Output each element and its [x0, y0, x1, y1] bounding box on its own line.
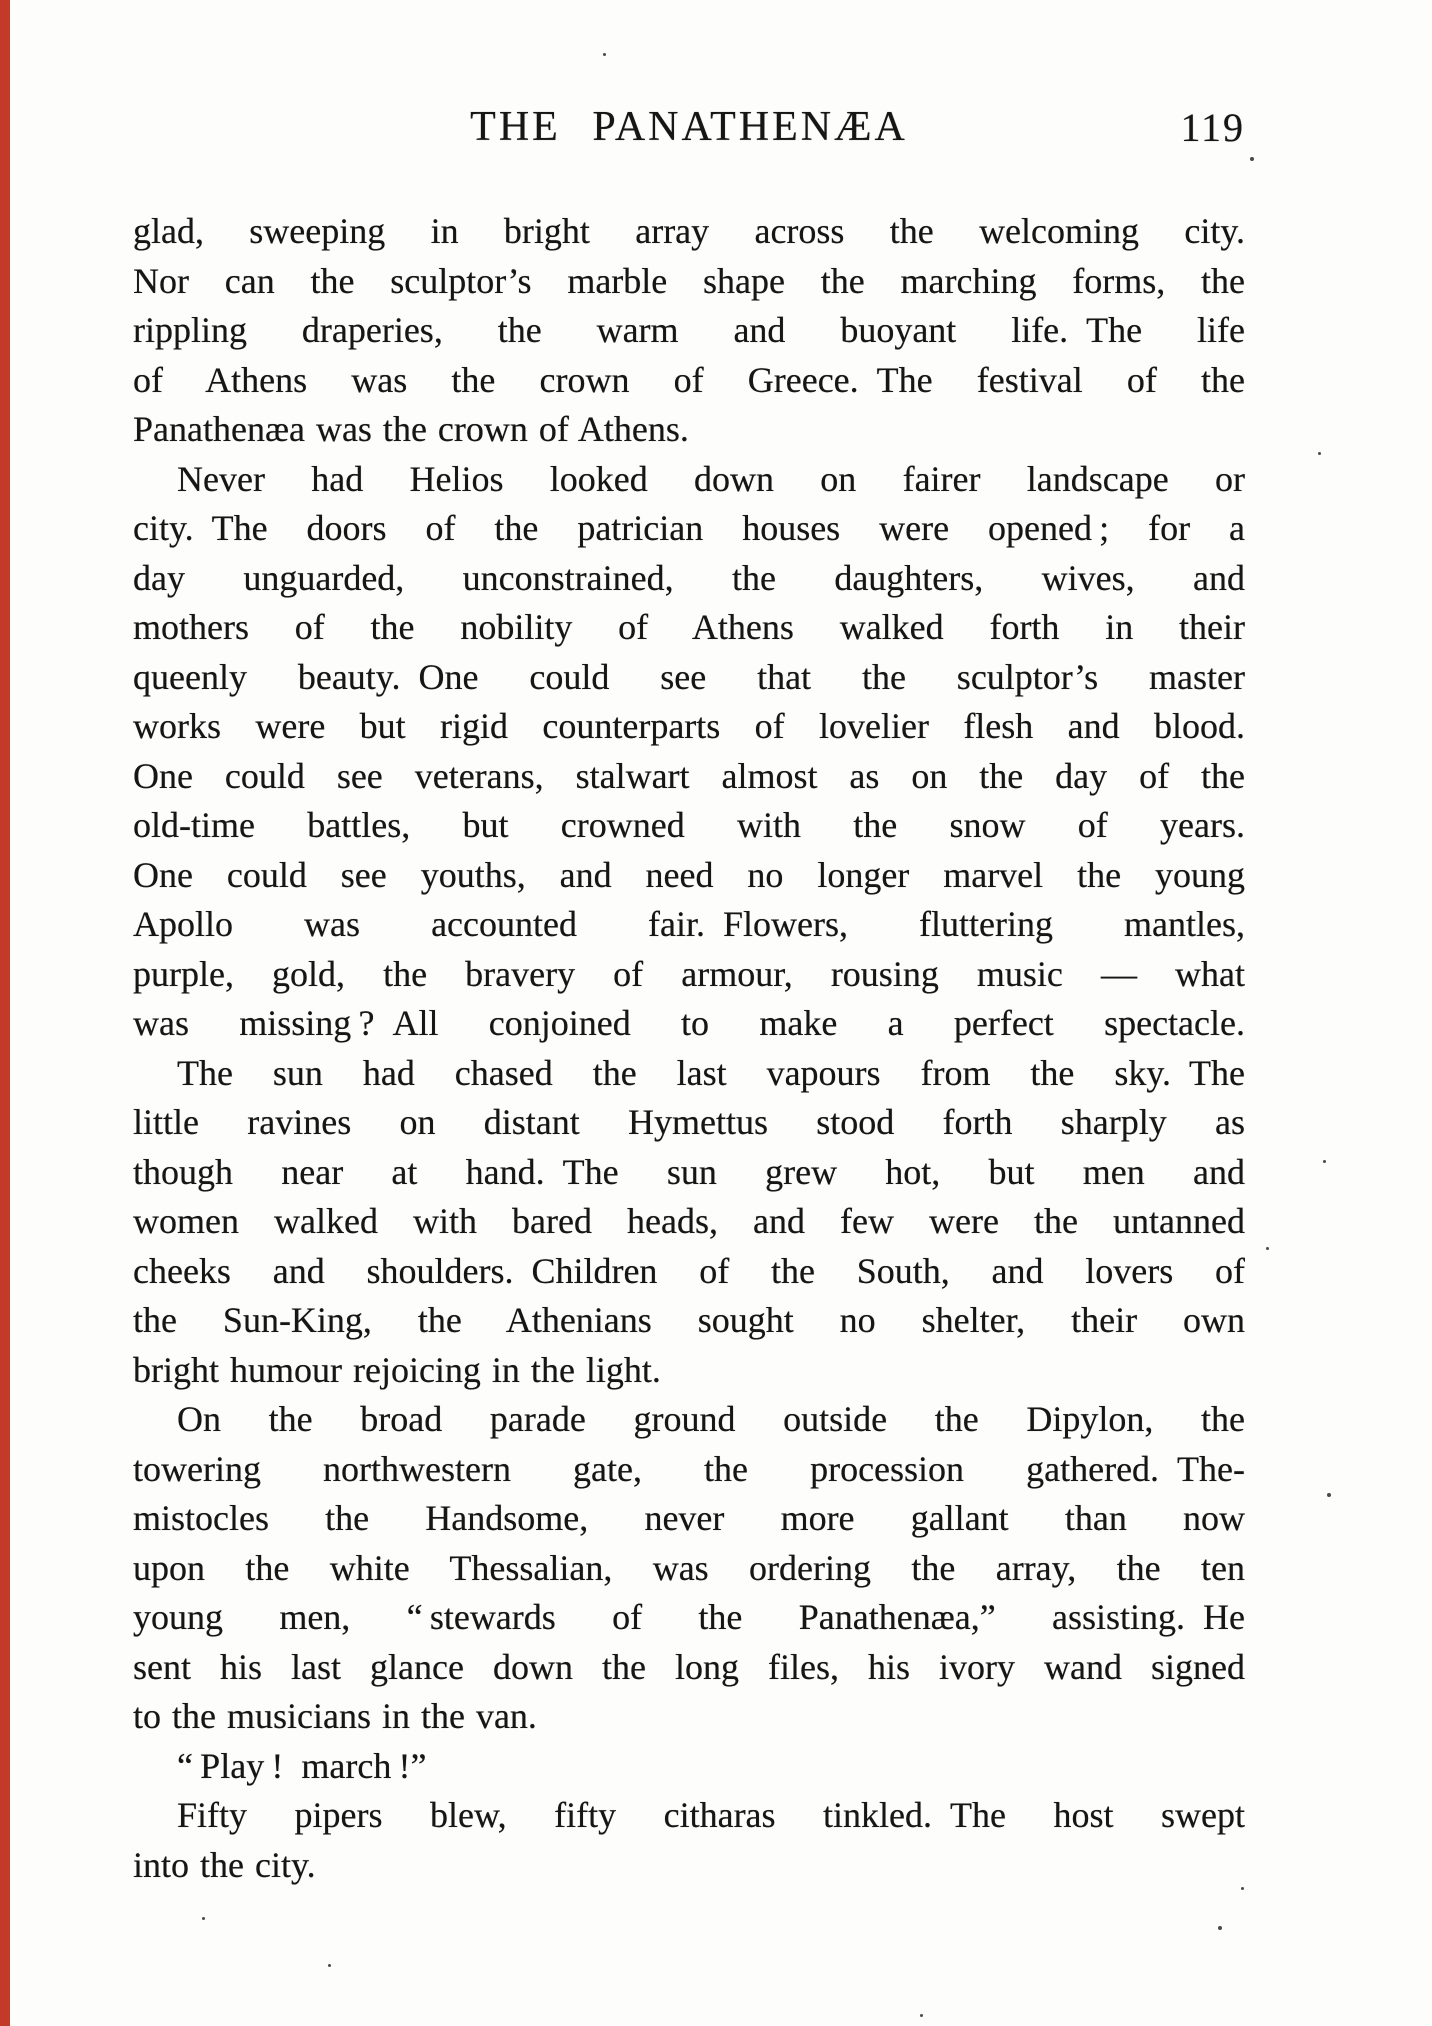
scan-speck	[1250, 157, 1254, 161]
text-line: rippling draperies, the warm and buoyant life. The life	[133, 310, 1245, 350]
scan-speck	[1241, 1887, 1244, 1890]
text-line: Never had Helios looked down on fairer landscape or	[177, 458, 1245, 499]
text-line: purple, gold, the bravery of armour, rousing music — what	[133, 953, 1245, 994]
text-line: cheeks and shoulders. Children of the South, and lovers of	[133, 1250, 1245, 1291]
text-line: mistocles the Handsome, never more gallant than now	[133, 1498, 1245, 1538]
scan-speck	[1327, 1493, 1331, 1497]
text-line: On the broad parade ground outside the Dipylon, the	[177, 1399, 1245, 1439]
scan-speck	[920, 2014, 923, 2017]
text-line: queenly beauty. One could see that the sculptor’s master	[133, 656, 1245, 697]
text-line: of Athens was the crown of Greece. The festival of the	[133, 359, 1245, 400]
text-line: mothers of the nobility of Athens walked forth in their	[133, 607, 1245, 647]
text-line: sent his last glance down the long files, his ivory wand signed	[133, 1646, 1245, 1687]
text-line: to the musicians in the van.	[133, 1696, 537, 1736]
text-line: The sun had chased the last vapours from the sky. The	[177, 1052, 1245, 1093]
text-line: though near at hand. The sun grew hot, but men and	[133, 1151, 1245, 1192]
running-head	[133, 103, 1245, 155]
scan-speck	[1323, 1160, 1326, 1163]
text-line: women walked with bared heads, and few were the untanned	[133, 1201, 1245, 1241]
text-line: glad, sweeping in bright array across the welcoming city.	[133, 211, 1245, 251]
text-line: “ Play ! march !”	[177, 1745, 427, 1786]
text-line: old-time battles, but crowned with the snow of years.	[133, 805, 1245, 845]
text-line: upon the white Thessalian, was ordering the array, the ten	[133, 1547, 1245, 1588]
scan-speck	[1218, 1926, 1222, 1930]
text-block	[133, 207, 1245, 1890]
text-line: Panathenæa was the crown of Athens.	[133, 409, 689, 449]
scan-speck	[1266, 1247, 1269, 1250]
text-line: into the city.	[133, 1844, 316, 1885]
scan-speck	[202, 1917, 205, 1920]
page-number: 119	[1180, 105, 1245, 150]
text-line: Apollo was accounted fair. Flowers, fluttering mantles,	[133, 904, 1245, 944]
text-line: young men, “ stewards of the Panathenæa,” assisting. He	[133, 1597, 1245, 1637]
text-line: Nor can the sculptor’s marble shape the marching forms, the	[133, 260, 1245, 301]
text-line: One could see youths, and need no longer marvel the young	[133, 854, 1245, 895]
scan-speck	[603, 53, 606, 56]
text-line: Fifty pipers blew, fifty citharas tinkled. The host swept	[177, 1795, 1245, 1835]
text-line: towering northwestern gate, the procession gathered. The-	[133, 1448, 1245, 1489]
page-title: THE PANATHENÆA	[470, 104, 908, 150]
scan-speck	[328, 1964, 331, 1967]
scan-speck	[1318, 452, 1321, 455]
text-line: little ravines on distant Hymettus stood forth sharply as	[133, 1102, 1245, 1142]
text-line: was missing ? All conjoined to make a perfect spectacle.	[133, 1003, 1245, 1043]
text-line: day unguarded, unconstrained, the daughters, wives, and	[133, 557, 1245, 598]
text-line: One could see veterans, stalwart almost as on the day of the	[133, 755, 1245, 796]
text-line: city. The doors of the patrician houses were opened ; for a	[133, 508, 1245, 548]
text-line: bright humour rejoicing in the light.	[133, 1349, 661, 1390]
text-line: works were but rigid counterparts of lovelier flesh and blood.	[133, 706, 1245, 746]
book-edge-strip	[0, 0, 10, 2026]
text-line: the Sun-King, the Athenians sought no shelter, their own	[133, 1300, 1245, 1340]
